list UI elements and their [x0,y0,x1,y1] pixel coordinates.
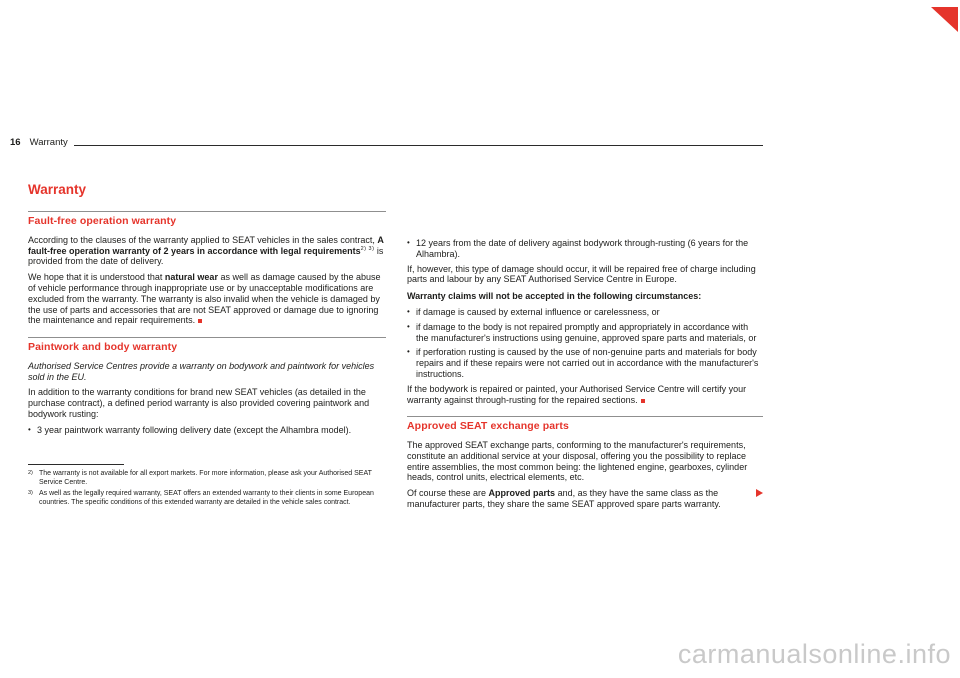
section-end-icon [641,399,645,403]
list-item [407,347,763,379]
paragraph-bold-text: natural wear [164,272,218,283]
section-intro-italic: Authorised Service Centres provide a warranty on bodywork and paintwork for vehicles sold in the EU. [28,360,375,382]
section-heading: Fault-free operation warranty [28,215,177,228]
bullet-icon: • [407,321,410,331]
page-header [10,137,763,148]
bullet-icon: • [28,424,31,434]
footnote [28,489,390,507]
footnote [28,469,390,487]
section-fault-free-warranty [28,211,386,228]
paragraph-bold-text: Approved parts [488,488,556,499]
section-heading: Approved SEAT exchange parts [407,420,569,433]
list-item-text: if perforation rusting is caused by the use of non-genuine parts and materials for body repairs and if these repairs were not carried out in accordance with the manufacturer's instructions. [416,347,759,379]
paragraph [407,488,763,510]
footnote-marker: 3) [28,490,33,497]
paragraph-text: Of course these are [407,488,489,499]
section-paintwork-warranty [28,337,386,354]
footnote-reference: 2) 3) [360,245,375,252]
header-rule [74,145,763,146]
list-item-text: if damage is caused by external influence or carelessness, or [416,306,660,317]
continue-arrow-icon [756,489,763,497]
footnote-text: The warranty is not available for all export markets. For more information, please ask your Authorised SEAT Service Centre. [39,470,372,487]
paragraph-text: is provided from the date of delivery. [28,245,384,267]
list-item [407,322,763,344]
paragraph-text: According to the clauses of the warranty applied to SEAT vehicles in the sales contract, [28,234,378,245]
paragraph [28,272,386,326]
list-item [28,425,386,436]
left-column [28,182,386,440]
list-item [407,307,763,318]
claims-heading: Warranty claims will not be accepted in the following circumstances: [407,291,702,302]
footnote-marker: 2) [28,470,33,476]
bullet-icon: • [407,238,410,247]
list-item-text: 12 years from the date of delivery against bodywork through-rusting (6 years for the Alhambra). [416,238,749,259]
section-heading: Paintwork and body warranty [28,341,178,354]
bullet-icon: • [407,347,410,357]
page-title: Warranty [28,182,87,197]
right-column [407,238,763,515]
footnote-text: As well as the legally required warranty, SEAT offers an extended warranty to their clients in some European countries. The specific conditions of this extended warranty are detailed in the vehicle sales contract. [39,490,374,507]
section-end-icon [198,319,202,323]
section-approved-exchange-parts [407,416,763,433]
paragraph-text: and, as they have the same class as the manufacturer parts, they share the same SEAT approved spare parts warranty. [407,488,721,509]
list-item-text: if damage to the body is not repaired promptly and appropriately in accordance with the manufacturer's instructions using genuine, approved spare parts and materials, or [416,321,757,343]
paragraph-text: We hope that it is understood that [28,272,165,283]
page-corner-marker-icon [931,7,958,32]
watermark: carmanualsonline.info [677,639,951,669]
paragraph [28,235,386,267]
bullet-icon: • [407,306,410,316]
page-number: 16 [10,137,21,148]
paragraph: In addition to the warranty conditions for brand new SEAT vehicles (as detailed in the purchase contract), a defined period warranty is also provided covering paintwork and bodywork rusting: [28,387,370,419]
paragraph [407,384,763,406]
paragraph-text: as well as damage caused by the abuse of vehicle performance through inappropriate use or by unacceptable modifications are excluded from the warranty. The warranty is also invalid when the vehicle is damaged by the use of parts and accessories that are not SEAT approved or damage due to ignoring the maintenance and repair requirements. [28,272,381,326]
paragraph-text: If the bodywork is repaired or painted, your Authorised Service Centre will certify your warranty against through-rusting for the repaired sections. [407,383,747,405]
paragraph: The approved SEAT exchange parts, conforming to the manufacturer's requirements, constitute an additional service at your disposal, offering you the possibility to replace entire assemblies, the most common being: the lightened engine, gearboxes, cylinder heads, control units, electrical elements, etc. [407,439,748,483]
paragraph: If, however, this type of damage should occur, it will be repaired free of charge including parts and labour by any SEAT Authorised Service Centre in Europe. [407,263,756,285]
footnotes [28,464,390,509]
list-item-text: 3 year paintwork warranty following delivery date (except the Alhambra model). [37,424,352,435]
list-item [407,238,763,260]
paragraph-bold-text: A fault-free operation warranty of 2 years in accordance with legal requirements [28,234,384,256]
footnote-separator [28,464,124,465]
chapter-title: Warranty [29,137,68,148]
corner-triangle-icon [931,7,958,32]
